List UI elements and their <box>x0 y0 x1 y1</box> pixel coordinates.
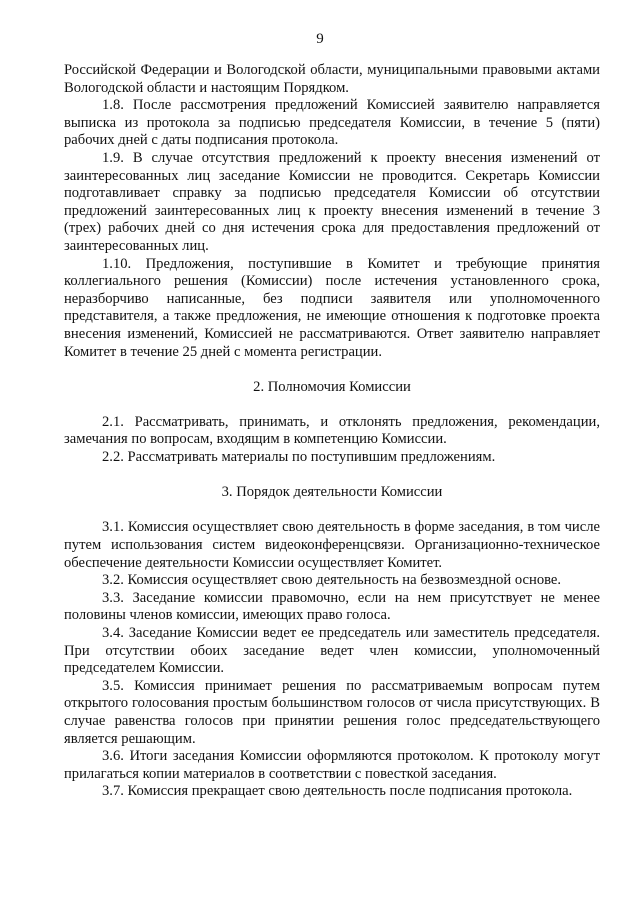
spacer <box>64 502 600 520</box>
paragraph-3-5: 3.5. Комиссия принимает решения по рассматриваемым вопросам путем открытого голосования простым большинством голосов от числа присутствующих. В случае равенства голосов при принятии решения голос председательствующего является решающим. <box>64 677 600 747</box>
paragraph-3-4: 3.4. Заседание Комиссии ведет ее председатель или заместитель председателя. При отсутствии обоих заседание ведет член комиссии, уполномоченный председателем Комиссии. <box>64 625 600 677</box>
section-3-heading: 3. Порядок деятельности Комиссии <box>221 484 443 501</box>
section-2-heading: 2. Полномочия Комиссии <box>253 378 411 395</box>
paragraph-3-3: 3.3. Заседание комиссии правомочно, если на нем присутствует не менее половины членов комиссии, имеющих право голоса. <box>64 589 600 624</box>
spacer <box>64 396 600 414</box>
paragraph-2-2: 2.2. Рассматривать материалы по поступившим предложениям. <box>102 449 496 466</box>
paragraph-3-2: 3.2. Комиссия осуществляет свою деятельность на безвозмездной основе. <box>102 572 562 589</box>
spacer <box>64 361 600 379</box>
spacer <box>64 467 600 485</box>
paragraph-2-1: 2.1. Рассматривать, принимать, и отклонять предложения, рекомендации, замечания по вопросам, входящим в компетенцию Комиссии. <box>64 413 600 448</box>
paragraph-3-7: 3.7. Комиссия прекращает свою деятельность после подписания протокола. <box>102 783 573 800</box>
page-number: 9 <box>316 31 324 47</box>
paragraph-3-1: 3.1. Комиссия осуществляет свою деятельность в форме заседания, в том числе путем использования систем видеоконференцсвязи. Организационно-техническое обеспечение деятельности Комиссии осуществляет Комитет. <box>64 519 600 571</box>
paragraph-1-10: 1.10. Предложения, поступившие в Комитет и требующие принятия коллегиального решения (Комиссии) после истечения установленного срока, неразборчиво написанные, без подписи заявителя или уполномоченного представителя, а также предложения, не имеющие отношения к подготовке проекта внесения изменений, Комиссией не рассматриваются. Ответ заявителю направляет Комитет в течение 25 дней с момента регистрации. <box>64 255 600 360</box>
paragraph-1-9: 1.9. В случае отсутствия предложений к проекту внесения изменений от заинтересованных лиц заседание Комиссии не проводится. Секретарь Комиссии подготавливает справку за подписью председателя Комиссии об отсутствии предложений заинтересованных лиц к проекту внесения изменений в течение 3 (трех) рабочих дней со дня истечения срока для предоставления предложений от заинтересованных лиц. <box>64 149 600 254</box>
paragraph-3-6: 3.6. Итоги заседания Комиссии оформляются протоколом. К протоколу могут прилагаться копии материалов в соответствии с повесткой заседания. <box>64 748 600 782</box>
paragraph-1-8: 1.8. После рассмотрения предложений Комиссией заявителю направляется выписка из протокола за подписью председателя Комиссии, в течение 5 (пяти) рабочих дней с даты подписания протокола. <box>64 97 600 149</box>
document-body <box>64 62 600 801</box>
paragraph-continuation: Российской Федерации и Вологодской области, муниципальными правовыми актами Вологодской области и настоящим Порядком. <box>64 62 600 96</box>
